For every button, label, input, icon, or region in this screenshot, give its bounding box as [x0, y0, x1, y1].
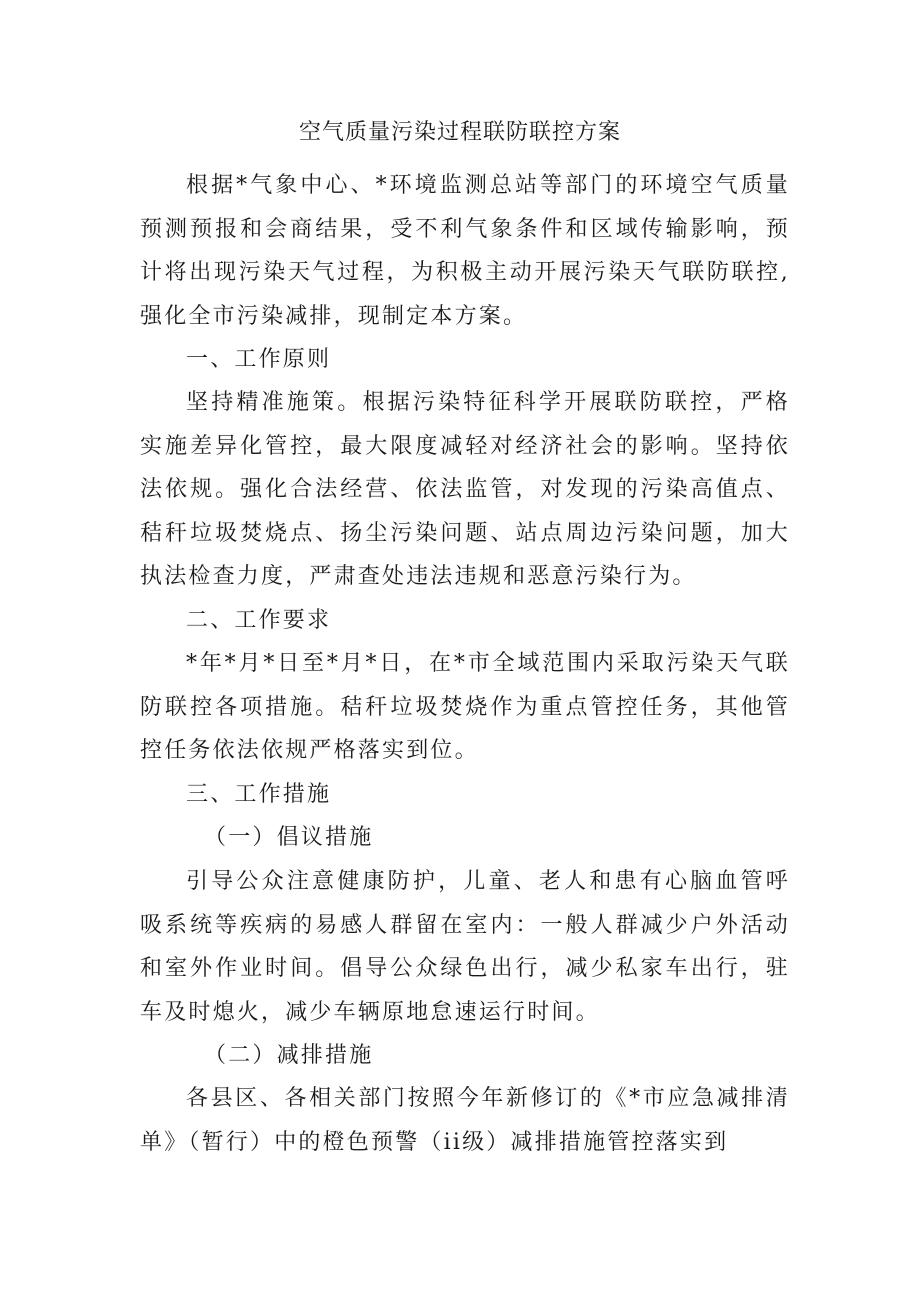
section-heading-requirements: 二、工作要求 — [186, 608, 332, 633]
subsection-heading-reduction: （二）减排措施 — [204, 1043, 374, 1068]
document-title: 空气质量污染过程联防联控方案 — [298, 120, 621, 145]
subsection-heading-advocacy: （一）倡议措施 — [204, 825, 374, 850]
advocacy-paragraph: 引导公众注意健康防护，儿童、老人和患有心脑血管呼吸系统等疾病的易感人群留在室内：一般人群减少户外活动和室外作业时间。倡导公众绿色出行，减少私家车出行，驻车及时熄火，减少车辆原地怠速运行时间。 — [140, 869, 790, 1025]
section-heading-principles: 一、工作原则 — [186, 347, 332, 372]
section-heading-measures: 三、工作措施 — [186, 782, 332, 807]
requirements-paragraph: *年*月*日至*月*日，在*市全域范围内采取污染天气联防联控各项措施。秸秆垃圾焚烧作为重点管控任务，其他管控任务依法依规严格落实到位。 — [140, 651, 790, 763]
intro-paragraph: 根据*气象中心、*环境监测总站等部门的环境空气质量预测预报和会商结果，受不利气象条件和区域传输影响，预计将出现污染天气过程，为积极主动开展污染天气联防联控,强化全市污染减排，现制定本方案。 — [140, 173, 790, 329]
principles-paragraph: 坚持精准施策。根据污染特征科学开展联防联控，严格实施差异化管控，最大限度减轻对经济社会的影响。坚持依法依规。强化合法经营、依法监管，对发现的污染高值点、秸秆垃圾焚烧点、扬尘污染问题、站点周边污染问题，加大执法检查力度，严肃查处违法违规和恶意污染行为。 — [140, 390, 790, 589]
reduction-paragraph: 各县区、各相关部门按照今年新修订的《*市应急减排清单》（暂行）中的橙色预警（ii级）减排措施管控落实到 — [140, 1086, 790, 1155]
